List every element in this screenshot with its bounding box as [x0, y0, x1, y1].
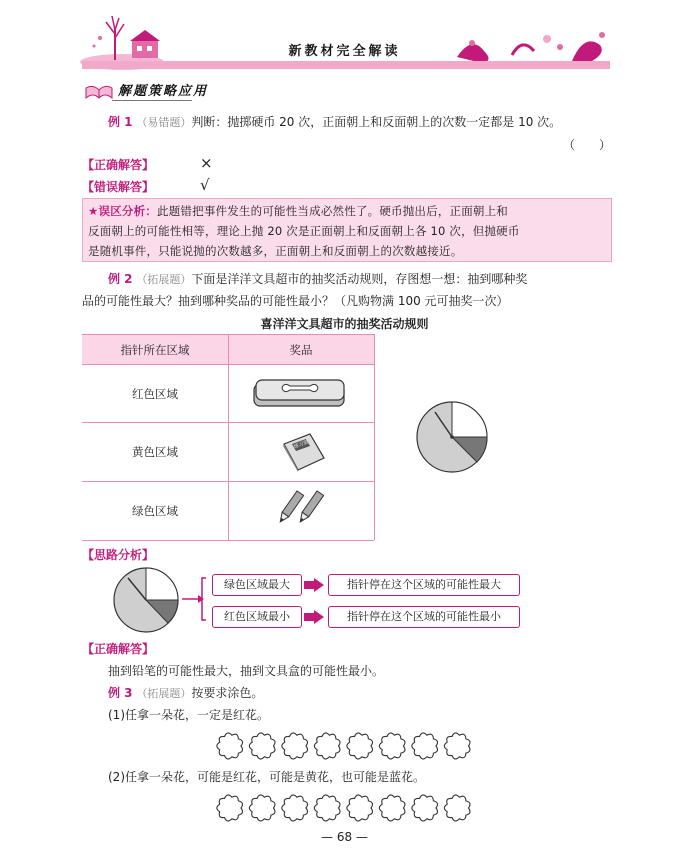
- flower-outline[interactable]: [347, 733, 373, 759]
- open-book-icon: [84, 82, 114, 102]
- example-1-text: 判断：抛掷硬币 20 次，正面朝上和反面朝上的次数一定都是 10 次。: [191, 115, 562, 129]
- misconception-line-2: 反面朝上的可能性相等，理论上抛 20 次是正面朝上和反面朝上各 10 次，但抛硬币: [88, 224, 520, 238]
- flower-outline[interactable]: [282, 733, 308, 759]
- correct-answer-label: 【正确解答】: [82, 158, 155, 172]
- flower-outline[interactable]: [379, 795, 405, 821]
- flower-outline[interactable]: [249, 733, 275, 759]
- example-3-tag: （拓展题）: [136, 687, 192, 700]
- wrong-answer-mark: √: [200, 176, 210, 194]
- notebook-cover-text: 练习册: [293, 439, 310, 451]
- table-row-region: 绿色区域: [132, 504, 178, 518]
- flow-condition-box: 红色区域最小: [212, 606, 302, 628]
- spinner-wheel-icon: [415, 400, 489, 474]
- flower-row-1: [214, 729, 474, 763]
- example-2-line-1: 例 2 （拓展题）下面是洋洋文具超市的抽奖活动规则，存图想一想：抽到哪种奖: [108, 272, 528, 286]
- flower-outline[interactable]: [379, 733, 405, 759]
- misconception-line-3: 是随机事件，只能说抛的次数越多，正面朝上和反面朝上的次数越接近。: [88, 244, 463, 258]
- flower-outline[interactable]: [347, 795, 373, 821]
- flow-arrow-icon: [180, 574, 210, 624]
- example-1-line: [108, 113, 561, 130]
- table-title: 喜洋洋文具超市的抽奖活动规则: [260, 317, 429, 331]
- example-1-tag: （易错题）: [136, 116, 192, 129]
- section-underline: [112, 100, 192, 101]
- flow-result-box: 指针停在这个区域的可能性最大: [328, 574, 520, 596]
- flower-outline[interactable]: [249, 795, 275, 821]
- arrow-right-icon: [304, 578, 324, 592]
- flower-outline[interactable]: [444, 733, 470, 759]
- flow-result-box: 指针停在这个区域的可能性最小: [328, 606, 520, 628]
- misconception-line-1: ★误区分析：此题错把事件发生的可能性当成必然性了。硬币抛出后，正面朝上和: [88, 204, 509, 218]
- wrong-answer-label: 【错误解答】: [82, 180, 155, 194]
- question-1: (1)任拿一朵花，一定是红花。: [108, 708, 269, 722]
- thinking-analysis-label: 【思路分析】: [82, 548, 155, 562]
- example-2-line-2: 品的可能性最大？抽到哪种奖品的可能性最小？（凡购物满 100 元可抽奖一次）: [82, 294, 509, 308]
- flower-outline[interactable]: [444, 795, 470, 821]
- spinner-small-icon: [112, 566, 180, 634]
- table-row-region: 红色区域: [132, 387, 178, 401]
- example-2-answer: 抽到铅笔的可能性最大，抽到文具盒的可能性最小。: [108, 664, 385, 678]
- page-header-title: 新教材完全解读: [288, 44, 401, 59]
- question-2: (2)任拿一朵花，可能是红花，可能是黄花，也可能是蓝花。: [108, 770, 426, 784]
- table-header-region: 指针所在区域: [120, 343, 190, 357]
- flower-outline[interactable]: [412, 733, 438, 759]
- example-2-label: 例 2: [108, 272, 133, 286]
- pencil-case-icon: [252, 378, 348, 410]
- flower-outline[interactable]: [412, 795, 438, 821]
- flower-outline[interactable]: [282, 795, 308, 821]
- flower-outline[interactable]: [217, 795, 243, 821]
- answer-parentheses: （ ）: [563, 138, 612, 152]
- example-3-line: 例 3 （拓展题）按要求涂色。: [108, 686, 264, 700]
- arrow-right-icon: [304, 610, 324, 624]
- flower-row-2: [214, 791, 474, 825]
- section-title: 解题策略应用: [118, 84, 209, 99]
- table-header-prize: 奖品: [289, 343, 313, 357]
- notebook-icon: [280, 432, 326, 472]
- flower-outline[interactable]: [314, 795, 340, 821]
- pencils-icon: [276, 490, 324, 528]
- header-bar: [82, 61, 610, 69]
- correct-answer-mark: ×: [200, 154, 213, 172]
- example-2-correct-label: 【正确解答】: [82, 642, 155, 656]
- example-3-label: 例 3: [108, 686, 133, 700]
- flow-condition-box: 绿色区域最大: [212, 574, 302, 596]
- flower-outline[interactable]: [314, 733, 340, 759]
- page-number: — 68 —: [321, 830, 368, 844]
- table-row-region: 黄色区域: [132, 445, 178, 459]
- example-2-tag: （拓展题）: [136, 273, 192, 286]
- misconception-label: ★误区分析：: [88, 204, 158, 218]
- flower-outline[interactable]: [217, 733, 243, 759]
- example-1-label: 例 1: [108, 115, 133, 129]
